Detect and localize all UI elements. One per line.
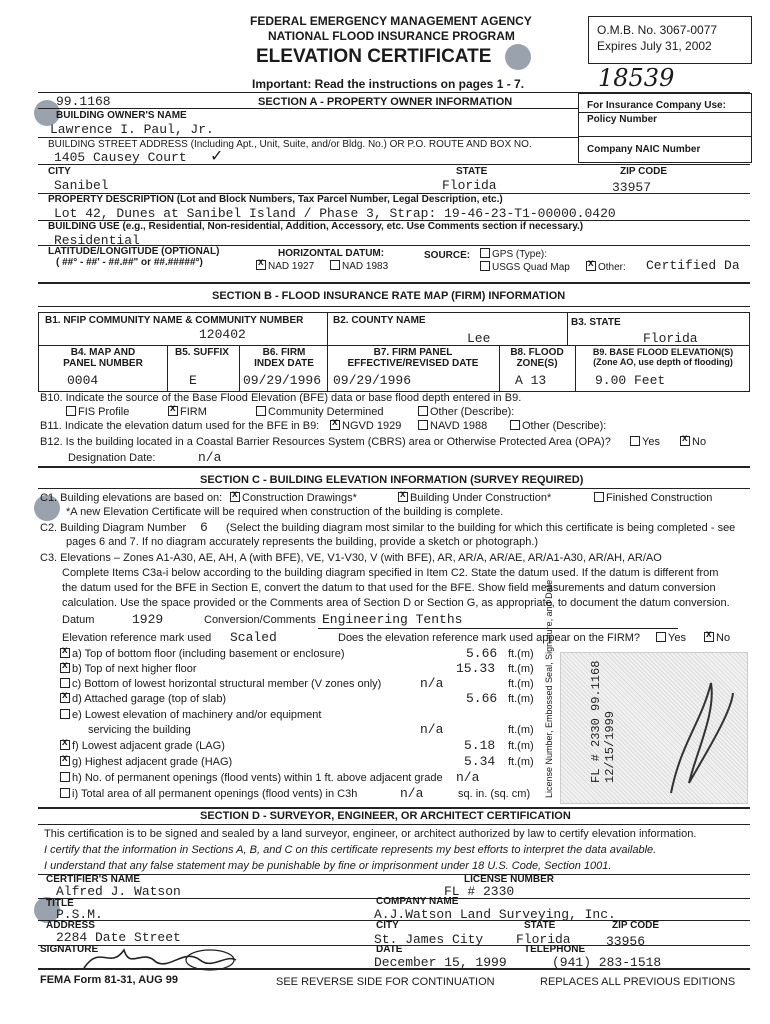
elevation-item-d: xd) Attached garage (top of slab) <box>60 693 226 705</box>
firm-table <box>38 312 750 392</box>
elevation-item-i: i) Total area of all permanent openings (flood vents) in C3h <box>60 788 357 800</box>
zip-field[interactable]: 33957 <box>612 180 652 195</box>
b7-label: B7. FIRM PANEL EFFECTIVE/REVISED DATE <box>347 347 479 369</box>
b10-community-option[interactable]: Community Determined <box>256 406 384 418</box>
checkbox-checked-icon <box>398 492 408 502</box>
designation-date-label: Designation Date: <box>68 452 156 464</box>
c2-label: C2. Building Diagram Number <box>40 522 187 534</box>
c1-under-construction-option[interactable]: x Building Under Construction* <box>398 492 551 504</box>
checkbox-checked-icon <box>330 420 340 430</box>
datum-field[interactable]: 1929 <box>132 612 164 627</box>
b12-no-option[interactable]: x No <box>680 436 706 448</box>
checkbox-icon <box>60 709 70 719</box>
checkbox-icon <box>480 248 490 258</box>
elevation-value-b[interactable]: 15.33 <box>456 661 496 676</box>
city-d-label: CITY <box>376 920 399 931</box>
b12-question: B12. Is the building located in a Coastal Barrier Resources System (CBRS) area or Otherwise Protected Area (OPA)? <box>40 436 611 448</box>
c1-note: *A new Elevation Certificate will be required when construction of the building is complete. <box>66 506 504 518</box>
state-d-label: STATE <box>524 920 556 931</box>
elevation-value-c[interactable]: n/a <box>420 676 444 691</box>
date-field[interactable]: December 15, 1999 <box>374 955 507 970</box>
checkbox-icon <box>60 788 70 798</box>
elevation-item-g: xg) Highest adjacent grade (HAG) <box>60 756 232 768</box>
elevation-value-g[interactable]: 5.34 <box>464 754 496 769</box>
checkbox-icon <box>418 406 428 416</box>
horizontal-datum-label: HORIZONTAL DATUM: <box>278 248 385 259</box>
elevation-value-f[interactable]: 5.18 <box>464 738 496 753</box>
b6-label: B6. FIRM INDEX DATE <box>254 347 314 369</box>
checkbox-icon <box>418 420 428 430</box>
c1-drawings-option[interactable]: x Construction Drawings* <box>230 492 357 504</box>
checkbox-icon <box>480 261 490 271</box>
telephone-field[interactable]: (941) 283-1518 <box>552 955 662 970</box>
b6-field[interactable]: 09/29/1996 <box>243 373 322 388</box>
important-note: Important: Read the instructions on pages 1 - 7. <box>252 77 525 91</box>
b10-other-option[interactable]: Other (Describe): <box>418 406 514 418</box>
license-number-field[interactable]: FL # 2330 <box>444 884 515 899</box>
checkbox-icon <box>594 492 604 502</box>
erm-yes-option[interactable]: Yes <box>656 632 686 644</box>
section-c-heading: SECTION C - BUILDING ELEVATION INFORMATION (SURVEY REQUIRED) <box>200 474 584 486</box>
seal-side-label-box <box>542 579 554 798</box>
seal-side-label: License Number, Embossed Seal, Signature, and Date <box>544 579 554 798</box>
usgs-option[interactable]: USGS Quad Map <box>480 261 570 273</box>
b1-field[interactable]: 120402 <box>199 327 246 342</box>
checkbox-icon <box>510 420 520 430</box>
state-label: STATE <box>456 166 488 177</box>
state-field[interactable]: Florida <box>442 178 497 193</box>
b2-field[interactable]: Lee <box>467 331 491 346</box>
latlong-format: ( ##° - ##' - ##.##" or ##.#####°) <box>56 257 203 268</box>
certification-text-1: This certification is to be signed and sealed by a land surveyor, engineer, or architect authorized by law to certify elevation information. <box>44 828 697 840</box>
page-title: ELEVATION CERTIFICATE <box>256 46 492 67</box>
owner-name-label: BUILDING OWNER'S NAME <box>56 110 187 121</box>
signature-scribble-icon <box>561 653 747 803</box>
b10-question: B10. Indicate the source of the Base Flood Elevation (BFE) data or base flood depth entered in B9. <box>40 392 522 404</box>
check-mark-icon: ✓ <box>210 148 224 165</box>
designation-date-field[interactable]: n/a <box>198 450 222 465</box>
certification-text-3: I understand that any false statement may be punishable by fine or imprisonment under 18 U.S. Code, Section 1001. <box>44 860 612 872</box>
b9-field[interactable]: 9.00 Feet <box>595 373 666 388</box>
source-label: SOURCE: <box>424 250 471 261</box>
seal-stamp-text: FL # 2330 99.1168 12/15/1999 <box>589 660 617 783</box>
title-label: TITLE <box>46 898 74 909</box>
nad1983-option[interactable]: NAD 1983 <box>330 260 388 272</box>
company-name-field[interactable]: A.J.Watson Land Surveying, Inc. <box>374 907 616 922</box>
c2-instruction-2: pages 6 and 7. If no diagram accurately represents the building, provide a sketch or photograph.) <box>66 536 539 548</box>
b3-field[interactable]: Florida <box>643 331 698 346</box>
certification-text-2: I certify that the information in Sections A, B, and C on this certificate represents my best efforts to interpret the data available. <box>44 844 657 856</box>
elevation-item-e-cont: servicing the building <box>88 724 191 736</box>
b11-ngvd-option[interactable]: x NGVD 1929 <box>330 420 401 432</box>
b11-navd-option[interactable]: NAVD 1988 <box>418 420 487 432</box>
b2-label: B2. COUNTY NAME <box>333 315 426 326</box>
b12-yes-option[interactable]: Yes <box>630 436 660 448</box>
building-use-field[interactable]: Residential <box>54 233 140 248</box>
certifier-name-field[interactable]: Alfred J. Watson <box>56 884 181 899</box>
date-label: DATE <box>376 944 403 955</box>
erm-field[interactable]: Scaled <box>230 630 277 645</box>
c3-line2: Complete Items C3a-i below according to the building diagram specified in Item C2. State the datum used. If the datum is different from <box>62 567 719 579</box>
b3-label: B3. STATE <box>571 317 621 328</box>
section-a-heading: SECTION A - PROPERTY OWNER INFORMATION <box>258 96 513 108</box>
nad1927-option[interactable]: xNAD 1927 <box>256 260 314 272</box>
checkbox-checked-icon <box>680 436 690 446</box>
omb-box <box>588 16 752 64</box>
b4-field[interactable]: 0004 <box>67 373 99 388</box>
zip-label: ZIP CODE <box>620 166 668 177</box>
section-d-heading: SECTION D - SURVEYOR, ENGINEER, OR ARCHITECT CERTIFICATION <box>200 810 571 822</box>
latlong-label: LATITUDE/LONGITUDE (OPTIONAL) <box>48 246 220 257</box>
form-number: FEMA Form 81-31, AUG 99 <box>40 974 178 986</box>
b11-other-option[interactable]: Other (Describe): <box>510 420 606 432</box>
replaces-note: REPLACES ALL PREVIOUS EDITIONS <box>540 976 736 988</box>
elevation-item-b: xb) Top of next higher floor <box>60 663 197 675</box>
gps-option[interactable]: GPS (Type): <box>480 248 547 260</box>
checkbox-checked-icon <box>60 740 70 750</box>
checkbox-checked-icon <box>60 648 70 658</box>
company-name-label: COMPANY NAME <box>376 896 459 907</box>
zip-d-field[interactable]: 33956 <box>606 934 646 949</box>
elevation-item-a: xa) Top of bottom floor (including basement or enclosure) <box>60 648 345 660</box>
b7-field[interactable]: 09/29/1996 <box>333 373 412 388</box>
city-label: CITY <box>48 166 71 177</box>
policy-number-label: Policy Number <box>587 114 658 125</box>
checkbox-checked-icon <box>60 756 70 766</box>
city-d-field[interactable]: St. James City <box>374 932 484 947</box>
checkbox-checked-icon <box>256 260 266 270</box>
handwritten-number: 18539 <box>598 64 675 92</box>
elevation-value-h[interactable]: n/a <box>456 770 480 785</box>
checkbox-checked-icon <box>230 492 240 502</box>
other-source-field[interactable]: Certified Da <box>646 258 740 273</box>
signature-label: SIGNATURE <box>40 944 99 955</box>
license-number-label: LICENSE NUMBER <box>464 874 555 885</box>
agency-name: FEDERAL EMERGENCY MANAGEMENT AGENCY <box>250 14 532 28</box>
other-source-option[interactable]: x Other: <box>586 261 626 273</box>
checkbox-checked-icon <box>704 632 714 642</box>
c3-line3: the datum used for the BFE in Section E, convert the datum to that used for the BFE. Show field measurements and datum conversion <box>62 582 716 594</box>
elevation-unit: ft.(m) <box>508 678 534 690</box>
omb-expires: Expires July 31, 2002 <box>597 39 712 53</box>
building-use-label: BUILDING USE (e.g., Residential, Non-residential, Addition, Accessory, etc. Use Comments section if necessary.) <box>48 221 584 232</box>
datum-label: Datum <box>62 614 95 626</box>
address-label: BUILDING STREET ADDRESS (Including Apt., Unit, Suite, and/or Bldg. No.) OR P.O. ROUTE AND BOX NO. <box>48 139 532 150</box>
top-file-number: 99.1168 <box>56 94 111 109</box>
address-d-field[interactable]: 2284 Date Street <box>56 930 181 945</box>
state-d-field[interactable]: Florida <box>516 932 571 947</box>
city-field[interactable]: Sanibel <box>54 178 109 193</box>
c3-line1: C3. Elevations – Zones A1-A30, AE, AH, A (with BFE), VE, V1-V30, V (with BFE), AR, AR/A, AR/AE, AR/A1-A30, AR/AH, AR/AO <box>40 552 662 564</box>
conversion-label: Conversion/Comments <box>204 614 316 626</box>
property-description-label: PROPERTY DESCRIPTION (Lot and Block Numbers, Tax Parcel Number, Legal Description, etc.) <box>48 194 503 205</box>
b5-field[interactable]: E <box>189 373 197 388</box>
elevation-unit: ft.(m) <box>508 756 534 768</box>
checkbox-icon <box>630 436 640 446</box>
checkbox-checked-icon <box>60 663 70 673</box>
checkbox-icon <box>60 678 70 688</box>
elevation-unit: ft.(m) <box>508 724 534 736</box>
elevation-unit: ft.(m) <box>508 693 534 705</box>
embossed-seal-stamp <box>560 652 748 804</box>
omb-number: O.M.B. No. 3067-0077 <box>597 23 718 37</box>
checkbox-icon <box>66 406 76 416</box>
c3-line4: calculation. Use the space provided or the Comments area of Section D or Section G, as appropriate, to document the datum conversion. <box>62 597 730 609</box>
telephone-label: TELEPHONE <box>524 944 586 955</box>
elevation-value-a[interactable]: 5.66 <box>466 646 498 661</box>
elevation-value-e[interactable]: n/a <box>420 722 444 737</box>
elevation-unit: ft.(m) <box>508 740 534 752</box>
section-b-heading: SECTION B - FLOOD INSURANCE RATE MAP (FIRM) INFORMATION <box>212 290 566 302</box>
b9-label: B9. BASE FLOOD ELEVATION(S) (Zone AO, use depth of flooding) <box>592 347 734 367</box>
opening-area-unit: sq. in. (sq. cm) <box>458 788 531 800</box>
b8-field[interactable]: A 13 <box>515 373 547 388</box>
b8-label: B8. FLOOD ZONE(S) <box>510 347 564 369</box>
erm-label: Elevation reference mark used <box>62 632 212 644</box>
c1-question: C1. Building elevations are based on: <box>40 492 223 504</box>
b4-label: B4. MAP AND PANEL NUMBER <box>63 347 143 369</box>
c1-finished-option[interactable]: Finished Construction <box>594 492 712 504</box>
zip-d-label: ZIP CODE <box>612 920 660 931</box>
b10-fis-option[interactable]: FIS Profile <box>66 406 129 418</box>
checkbox-icon <box>60 772 70 782</box>
conversion-field[interactable]: Engineering Tenths <box>322 612 463 627</box>
owner-name-field[interactable]: Lawrence I. Paul, Jr. <box>50 122 214 137</box>
naic-label: Company NAIC Number <box>587 144 701 155</box>
insurance-company-box <box>578 93 752 163</box>
elevation-item-c: c) Bottom of lowest horizontal structural member (V zones only) <box>60 678 381 690</box>
elevation-unit: ft.(m) <box>508 648 534 660</box>
property-description-field[interactable]: Lot 42, Dunes at Sanibel Island / Phase 3, Strap: 19-46-23-T1-00000.0420 <box>54 206 616 221</box>
erm-question: Does the elevation reference mark used appear on the FIRM? <box>338 632 641 644</box>
c2-diagram-field[interactable]: 6 <box>200 520 208 535</box>
checkbox-checked-icon <box>168 406 178 416</box>
elevation-item-f: xf) Lowest adjacent grade (LAG) <box>60 740 225 752</box>
checkbox-icon <box>256 406 266 416</box>
checkbox-checked-icon <box>60 693 70 703</box>
program-name: NATIONAL FLOOD INSURANCE PROGRAM <box>268 29 515 43</box>
certifier-name-label: CERTIFIER'S NAME <box>46 874 141 885</box>
c2-instruction: (Select the building diagram most similar to the building for which this certificate is being completed - see <box>226 522 736 534</box>
erm-no-option[interactable]: x No <box>704 632 730 644</box>
checkbox-icon <box>656 632 666 642</box>
b5-label: B5. SUFFIX <box>175 347 229 358</box>
elevation-unit: ft.(m) <box>508 663 534 675</box>
checkbox-checked-icon <box>586 261 596 271</box>
b11-question: B11. Indicate the elevation datum used for the BFE in B9: <box>40 420 320 432</box>
address-d-label: ADDRESS <box>46 920 95 931</box>
redaction-dot <box>505 44 531 70</box>
elevation-item-h: h) No. of permanent openings (flood vents) within 1 ft. above adjacent grade <box>60 772 443 784</box>
reverse-side-note: SEE REVERSE SIDE FOR CONTINUATION <box>276 976 495 988</box>
elevation-value-i[interactable]: n/a <box>400 786 424 801</box>
elevation-value-d[interactable]: 5.66 <box>466 691 498 706</box>
b10-firm-option[interactable]: x FIRM <box>168 406 207 418</box>
elevation-item-e: e) Lowest elevation of machinery and/or equipment <box>60 709 321 721</box>
title-field[interactable]: P.S.M. <box>56 907 103 922</box>
insurance-box-title: For Insurance Company Use: <box>587 100 726 111</box>
address-field[interactable]: 1405 Causey Court <box>54 150 187 165</box>
b1-label: B1. NFIP COMMUNITY NAME & COMMUNITY NUMBER <box>45 315 304 326</box>
checkbox-icon <box>330 260 340 270</box>
